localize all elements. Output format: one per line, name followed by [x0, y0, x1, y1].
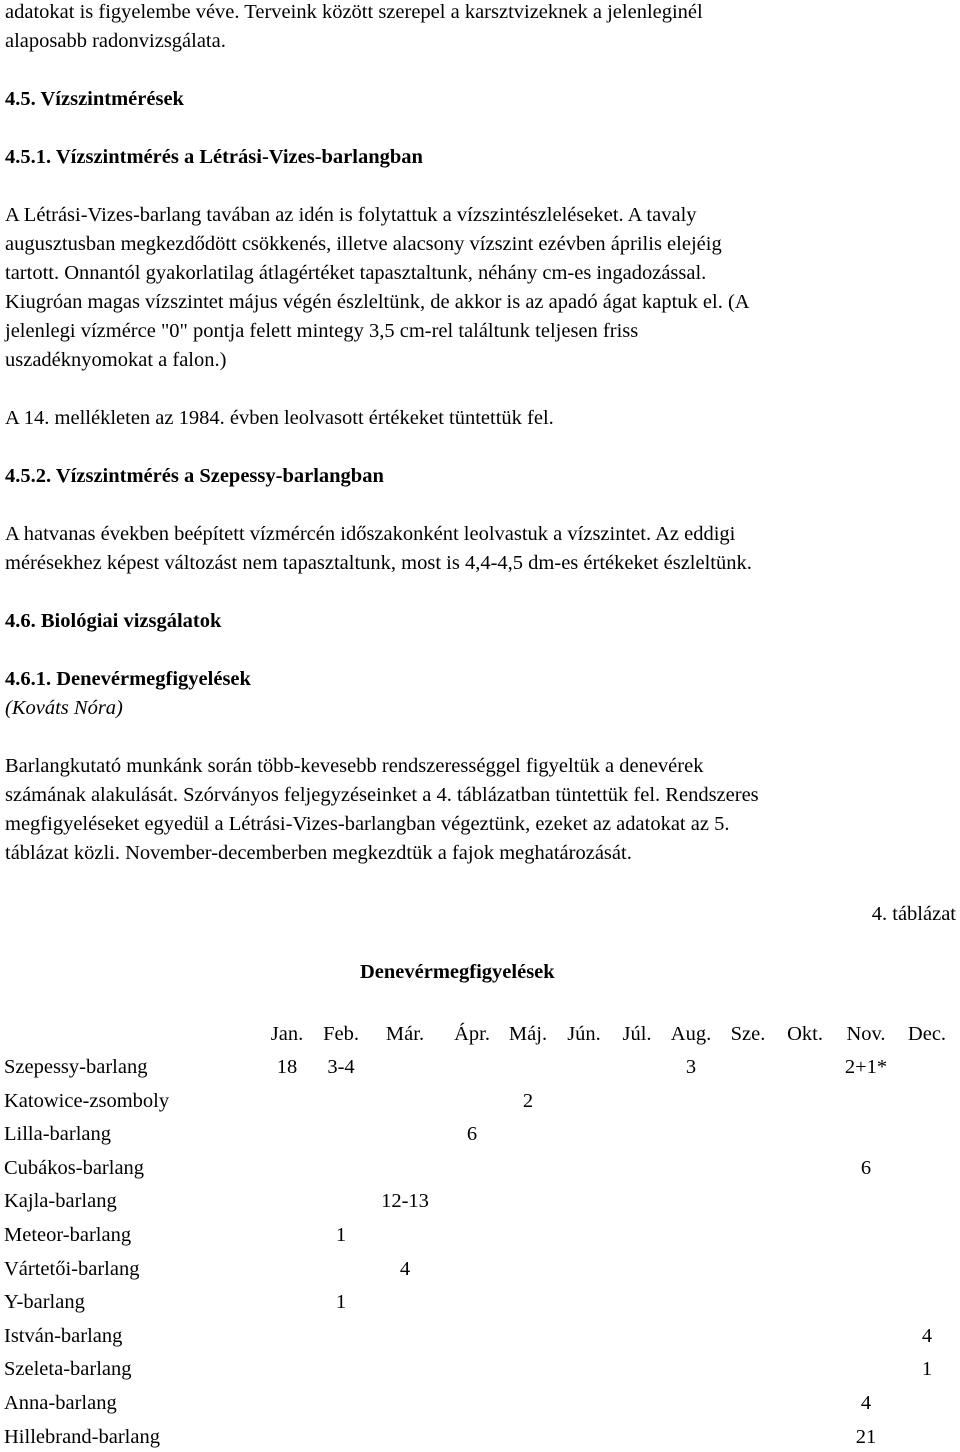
cave-name: Meteor-barlang [4, 1224, 132, 1246]
subsection-heading: 4.5.1. Vízszintmérés a Létrási-Vizes-barlangban [5, 146, 423, 168]
paragraph-line: alaposabb radonvizsgálata. [5, 30, 226, 52]
cave-name: Kajla-barlang [4, 1190, 117, 1212]
table-cell: 2 [522, 1090, 534, 1112]
cave-name: Katowice-zsomboly [4, 1090, 170, 1112]
table-cell: 4 [399, 1258, 411, 1280]
author-name: (Kováts Nóra) [5, 697, 123, 719]
table-cell: 6 [860, 1157, 872, 1179]
cave-name: Anna-barlang [4, 1392, 117, 1414]
paragraph-line: tartott. Onnantól gyakorlatilag átlagértéket tapasztaltunk, néhány cm-es ingadozással. [5, 262, 707, 284]
cave-name: Szepessy-barlang [4, 1056, 148, 1078]
table-cell: 4 [860, 1392, 872, 1414]
paragraph-line: A 14. mellékleten az 1984. évben leolvasott értékeket tüntettük fel. [5, 407, 554, 429]
table-cell: 21 [855, 1426, 877, 1448]
month-header: Aug. [670, 1023, 712, 1045]
table-cell: 3-4 [327, 1056, 355, 1078]
paragraph-line: jelenlegi vízmérce "0" pontja felett mintegy 3,5 cm-rel találtunk teljesen friss [5, 320, 639, 342]
cave-name: István-barlang [4, 1325, 123, 1347]
cave-name: Vártetői-barlang [4, 1258, 140, 1280]
paragraph-line: A hatvanas években beépített vízmércén időszakonként leolvastuk a vízszintet. Az eddigi [5, 523, 736, 545]
table-cell: 18 [276, 1056, 298, 1078]
table-cell: 1 [921, 1358, 933, 1380]
paragraph-line: A Létrási-Vizes-barlang tavában az idén is folytattuk a vízszintészleléseket. A tavaly [5, 204, 697, 226]
month-header: Sze. [730, 1023, 766, 1045]
table-cell: 3 [685, 1056, 697, 1078]
month-header: Júl. [622, 1023, 652, 1045]
paragraph-line: Barlangkutató munkánk során több-kevesebb rendszerességgel figyeltük a denevérek [5, 755, 704, 777]
table-cell: 1 [335, 1291, 347, 1313]
table-cell: 1 [335, 1224, 347, 1246]
paragraph-line: mérésekhez képest változást nem tapasztaltunk, most is 4,4-4,5 dm-es értékeket észleltünk. [5, 552, 752, 574]
cave-name: Lilla-barlang [4, 1123, 112, 1145]
month-header: Ápr. [454, 1023, 490, 1045]
paragraph-line: augusztusban megkezdődött csökkenés, illetve alacsony vízszint ezévben április elejéig [5, 233, 722, 255]
cave-name: Y-barlang [4, 1291, 85, 1313]
month-header: Máj. [508, 1023, 548, 1045]
subsection-heading: 4.6.1. Denevérmegfigyelések [5, 668, 251, 690]
cave-name: Cubákos-barlang [4, 1157, 145, 1179]
cave-name: Hillebrand-barlang [4, 1426, 160, 1448]
paragraph-line: táblázat közli. November-decemberben megkezdtük a fajok meghatározását. [5, 842, 632, 864]
table-caption: 4. táblázat [871, 903, 956, 925]
month-header: Okt. [787, 1023, 823, 1045]
table-cell: 2+1* [844, 1056, 888, 1078]
table-title: Denevérmegfigyelések [360, 961, 555, 983]
month-header: Jún. [567, 1023, 601, 1045]
paragraph-line: uszadéknyomokat a falon.) [5, 349, 227, 371]
subsection-heading: 4.5.2. Vízszintmérés a Szepessy-barlangban [5, 465, 384, 487]
table-cell: 4 [921, 1325, 933, 1347]
table-cell: 12-13 [381, 1190, 429, 1212]
month-header: Feb. [323, 1023, 359, 1045]
cave-name: Szeleta-barlang [4, 1358, 132, 1380]
section-heading: 4.5. Vízszintmérések [5, 88, 184, 110]
paragraph-line: adatokat is figyelembe véve. Terveink között szerepel a karsztvizeknek a jelenleginél [5, 1, 703, 23]
month-header: Már. [385, 1023, 425, 1045]
month-header: Nov. [846, 1023, 886, 1045]
paragraph-line: megfigyeléseket egyedül a Létrási-Vizes-barlangban végeztünk, ezeket az adatokat az 5. [5, 813, 730, 835]
paragraph-line: Kiugróan magas vízszintet május végén észleltünk, de akkor is az apadó ágat kaptuk el. (A [5, 291, 750, 313]
month-header: Jan. [270, 1023, 304, 1045]
month-header: Dec. [907, 1023, 947, 1045]
paragraph-line: számának alakulását. Szórványos feljegyzéseinket a 4. táblázatban tüntettük fel. Rendszeres [5, 784, 759, 806]
table-cell: 6 [466, 1123, 478, 1145]
section-heading: 4.6. Biológiai vizsgálatok [5, 610, 222, 632]
